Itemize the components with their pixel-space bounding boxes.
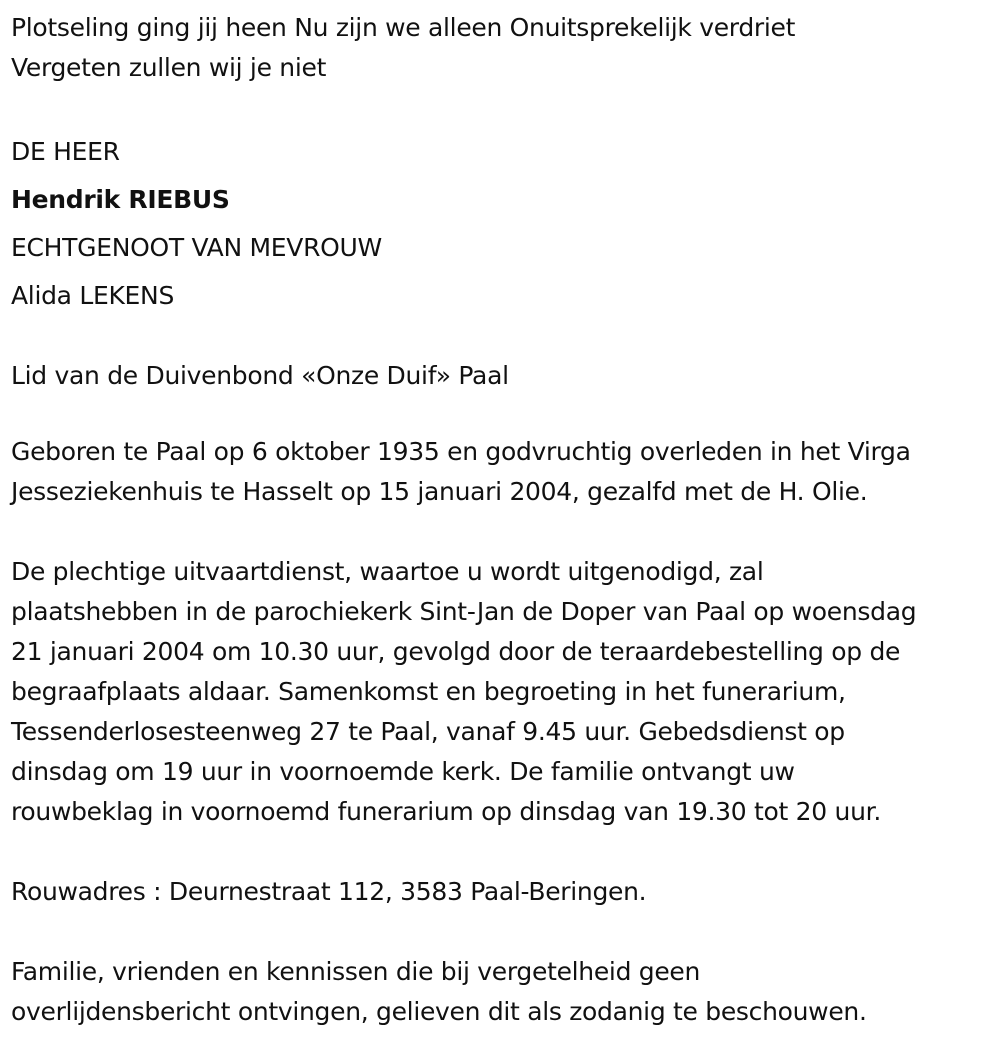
motto-line: Vergeten zullen wij je niet: [11, 53, 327, 82]
paragraph-line: Tessenderlosesteenweg 27 te Paal, vanaf 9.45 uur. Gebedsdienst op: [11, 717, 845, 746]
deceased-block: [11, 128, 1000, 320]
paragraph-line: 21 januari 2004 om 10.30 uur, gevolgd door de teraardebestelling op de: [11, 637, 901, 666]
spacer: [11, 88, 1000, 128]
title: DE HEER: [11, 137, 120, 166]
spacer: [11, 912, 1000, 952]
closing-paragraph: [11, 952, 1000, 1032]
spacer: [11, 832, 1000, 872]
deceased-name: Hendrik RIEBUS: [11, 185, 230, 214]
paragraph-line: plaatshebben in de parochiekerk Sint-Jan de Doper van Paal op woensdag: [11, 597, 917, 626]
paragraph-line: overlijdensbericht ontvingen, gelieven dit als zodanig te beschouwen.: [11, 997, 867, 1026]
paragraph-line: begraafplaats aldaar. Samenkomst en begroeting in het funerarium,: [11, 677, 846, 706]
spacer: [11, 320, 1000, 352]
paragraph-line: dinsdag om 19 uur in voornoemde kerk. De familie ontvangt uw: [11, 757, 795, 786]
paragraph-line: Familie, vrienden en kennissen die bij vergetelheid geen: [11, 957, 701, 986]
paragraph-line: rouwbeklag in voornoemd funerarium op dinsdag van 19.30 tot 20 uur.: [11, 797, 881, 826]
spacer: [11, 512, 1000, 552]
mourning-address: Rouwadres : Deurnestraat 112, 3583 Paal-Beringen.: [11, 877, 647, 906]
paragraph-line: De plechtige uitvaartdienst, waartoe u wordt uitgenodigd, zal: [11, 557, 764, 586]
relation: ECHTGENOOT VAN MEVROUW: [11, 233, 382, 262]
service-paragraph: [11, 552, 1000, 832]
paragraph-line: Geboren te Paal op 6 oktober 1935 en godvruchtig overleden in het Virga: [11, 437, 911, 466]
birth-death-paragraph: [11, 432, 1000, 512]
motto: [11, 8, 1000, 88]
spacer: [11, 400, 1000, 432]
motto-line: Plotseling ging jij heen Nu zijn we alleen Onuitsprekelijk verdriet: [11, 13, 796, 42]
spouse-name: Alida LEKENS: [11, 281, 175, 310]
paragraph-line: Jesseziekenhuis te Hasselt op 15 januari 2004, gezalfd met de H. Olie.: [11, 477, 868, 506]
membership: Lid van de Duivenbond «Onze Duif» Paal: [11, 361, 509, 390]
